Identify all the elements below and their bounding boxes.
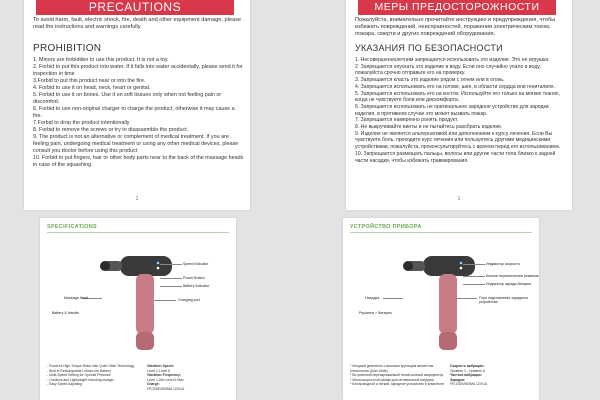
power-button-label: Power Button: [183, 276, 205, 280]
technical-specs: [147, 364, 229, 392]
spec-heading: Скорость вибрации:: [450, 364, 485, 368]
list-item: 10. Forbid to put fingers, hair or other body parts near to the back of the massage heads in case of the squashing.: [33, 155, 244, 168]
list-item: - Multi-Speed Setting for Optimal Pressure: [47, 373, 111, 378]
specifications-page-en: [40, 218, 236, 400]
features-list: [350, 364, 446, 387]
list-item: 4. Forbid to use it on head, neck, heart or genital.: [33, 85, 151, 91]
list-item: 8. Не выкручивайте винты и не пытайтесь разобрать изделие.: [355, 124, 503, 131]
features-list: [47, 364, 143, 387]
list-item: - Cordless and Lightweight including charger: [47, 377, 114, 382]
list-item: 6. Forbid to use non-original charger to charge the product, otherwise it may cause a fire.: [33, 106, 235, 119]
battery-handle-label: Battery & Handle: [52, 311, 80, 315]
list-item: - Built-in Rechargeable Lithium-Ion Battery: [47, 368, 111, 373]
massage-head-label: Massage Head: [64, 296, 89, 300]
speed-indicator-label: Индикатор скорости: [486, 262, 520, 266]
spec-heading: Vibration Frequency:: [147, 373, 181, 378]
spec-value: FR-DS5V500MA 12V/1A: [147, 386, 185, 391]
power-button-label: Кнопка переключения режимов: [486, 274, 539, 278]
list-item: * Мощный двигатель с высоким крутящим моментом (технология Quiet Glide): [350, 364, 434, 373]
spec-details: [47, 364, 229, 398]
specifications-title: УСТРОЙСТВО ПРИБОРА: [350, 224, 422, 230]
list-item: 7. Запрещается намеренно ронять продукт.: [355, 117, 459, 124]
list-item: 1. Несовершеннолетним запрещается использовать это изделие. Это не игрушка.: [355, 57, 550, 63]
list-item: 1. Minors are forbidden to use this product. It is not a toy.: [33, 57, 169, 63]
list-item: 9. The product is not an alternative or complement of medical treatment. If you are feeling pain, undergoing medical treatment or using any other medical devices, please consult you doctor before using this product: [33, 134, 239, 154]
list-item: 10. Запрещается размещать пальцы, волосы или другие части тела близко к задней части насадки, чтобы избежать травмирования.: [355, 150, 556, 164]
leader-line: [457, 298, 477, 299]
precautions-banner: МЕРЫ ПРЕДОСТОРОЖНОСТИ: [358, 0, 556, 15]
list-item: 4. Запрещается использовать его на голове, шее, в области сердца или гениталиях.: [355, 83, 555, 90]
leader-line: [463, 284, 485, 285]
leader-line: [160, 278, 182, 279]
spec-value: FR-DS5V500MA 12V/1A: [450, 382, 488, 387]
battery-handle-label: Рукоятка + батарея: [359, 311, 392, 315]
safety-list: [355, 57, 567, 164]
list-item: * Встроенный перезаряжаемый литий-ионный аккумулятор: [350, 373, 444, 378]
list-item: 9. Изделие не является альтернативой или дополнением к курсу лечения. Если Вы чувствуете боль, проходите курс лечения или пользуетесь другими медицинскими устройствами, пожалуйста, проконсультируйтесь с врачом перед его использованием.: [355, 130, 561, 151]
list-item: 5. Forbid to use it on bones. Use it on soft tissues only when not feeling pain or discomfort.: [33, 92, 222, 105]
leader-line: [154, 300, 176, 301]
charging-port-label: Порт подключения зарядного устройства: [479, 296, 529, 304]
prohibition-list: [33, 57, 245, 169]
page-number: 1: [457, 196, 461, 202]
precautions-intro: To avoid harm, fault, electric shock, fire, death and other equipment damage, please read the instructions and warnings carefully.: [33, 17, 242, 30]
massage-head-label: Насадка: [365, 296, 380, 300]
precautions-banner: PRECAUTIONS: [36, 0, 234, 15]
spec-heading: Vibration Speed:: [147, 364, 174, 368]
list-item: - Easy Speed Adjusting: [47, 382, 83, 387]
leader-line: [160, 264, 182, 265]
specifications-title: SPECIFICATIONS: [47, 224, 97, 230]
precautions-page-en: [24, 0, 250, 210]
list-item: - Powerful High-Torque Motor with Quiet Glide Technology: [47, 364, 135, 368]
list-item: 8. Forbid to remove the screws or try to disassemble the product.: [33, 127, 189, 133]
battery-indicator-label: Индикатор заряда батареи: [486, 282, 531, 286]
spec-value: Уровень 1 - Уровень 6: [450, 368, 485, 373]
prohibition-heading: PROHIBITION: [33, 43, 102, 54]
leader-line: [463, 276, 485, 277]
spec-heading: Зарядка:: [450, 377, 465, 382]
precautions-intro: Пожалуйста, внимательно прочитайте инструкцию и предупреждения, чтобы избежать повреждений, неисправностей, поражения электрическим током, пожара, смерти и других повреждений оборудования.: [355, 17, 556, 37]
list-item: 3.Forbid to put this product near or into the fire.: [33, 78, 146, 84]
battery-indicator-label: Battery Indicator: [183, 284, 210, 288]
spec-heading: Charge:: [147, 382, 160, 387]
leader-line: [160, 286, 182, 287]
list-item: * Беспроводной и легкий, зарядное устройство в комплекте: [350, 382, 445, 387]
specifications-page-ru: [343, 218, 539, 400]
spec-value: Level 1-Level 6: [147, 368, 170, 373]
spec-value: Level 1-Min Level 6 Max: [147, 377, 184, 382]
spec-details: [350, 364, 532, 398]
page-number: 1: [135, 196, 139, 202]
safety-heading: УКАЗАНИЯ ПО БЕЗОПАСНОСТИ: [355, 43, 503, 53]
title-divider: [350, 232, 532, 233]
speed-indicator-label: Speed Indicator: [183, 262, 209, 266]
leader-line: [383, 298, 403, 299]
list-item: 7.Forbid to drop the product intentionally: [33, 120, 130, 126]
title-divider: [47, 232, 229, 233]
list-item: 5. Запрещается использовать его на костях. Используйте его только на мягких тканях, когда не чувствуете боли или дискомфорта.: [355, 90, 560, 104]
massage-gun-illustration: [100, 248, 190, 358]
technical-specs: [450, 364, 532, 387]
list-item: 2. Запрещается опускать это изделие в воду. Если оно случайно упало в воду, пожалуйста срочно отправьте его на проверку.: [355, 63, 541, 77]
precautions-page-ru: [346, 0, 572, 210]
charging-port-label: Charging port: [178, 298, 200, 302]
list-item: 2. Forbid to put this product into water. If it falls into water accidentally, please send it for inspection in time: [33, 64, 243, 77]
leader-line: [463, 264, 485, 265]
spec-heading: Частота вибрации:: [450, 373, 482, 378]
list-item: 3. Запрещается класть это изделие рядом с огнем или в огонь.: [355, 77, 505, 84]
list-item: 6. Запрещается использовать не оригинальное зарядное устройство для зарядки изделия, в противном случае это может вызвать пожар.: [355, 103, 549, 117]
list-item: * Многоскоростной режим для оптимальной нагрузки: [350, 377, 434, 382]
